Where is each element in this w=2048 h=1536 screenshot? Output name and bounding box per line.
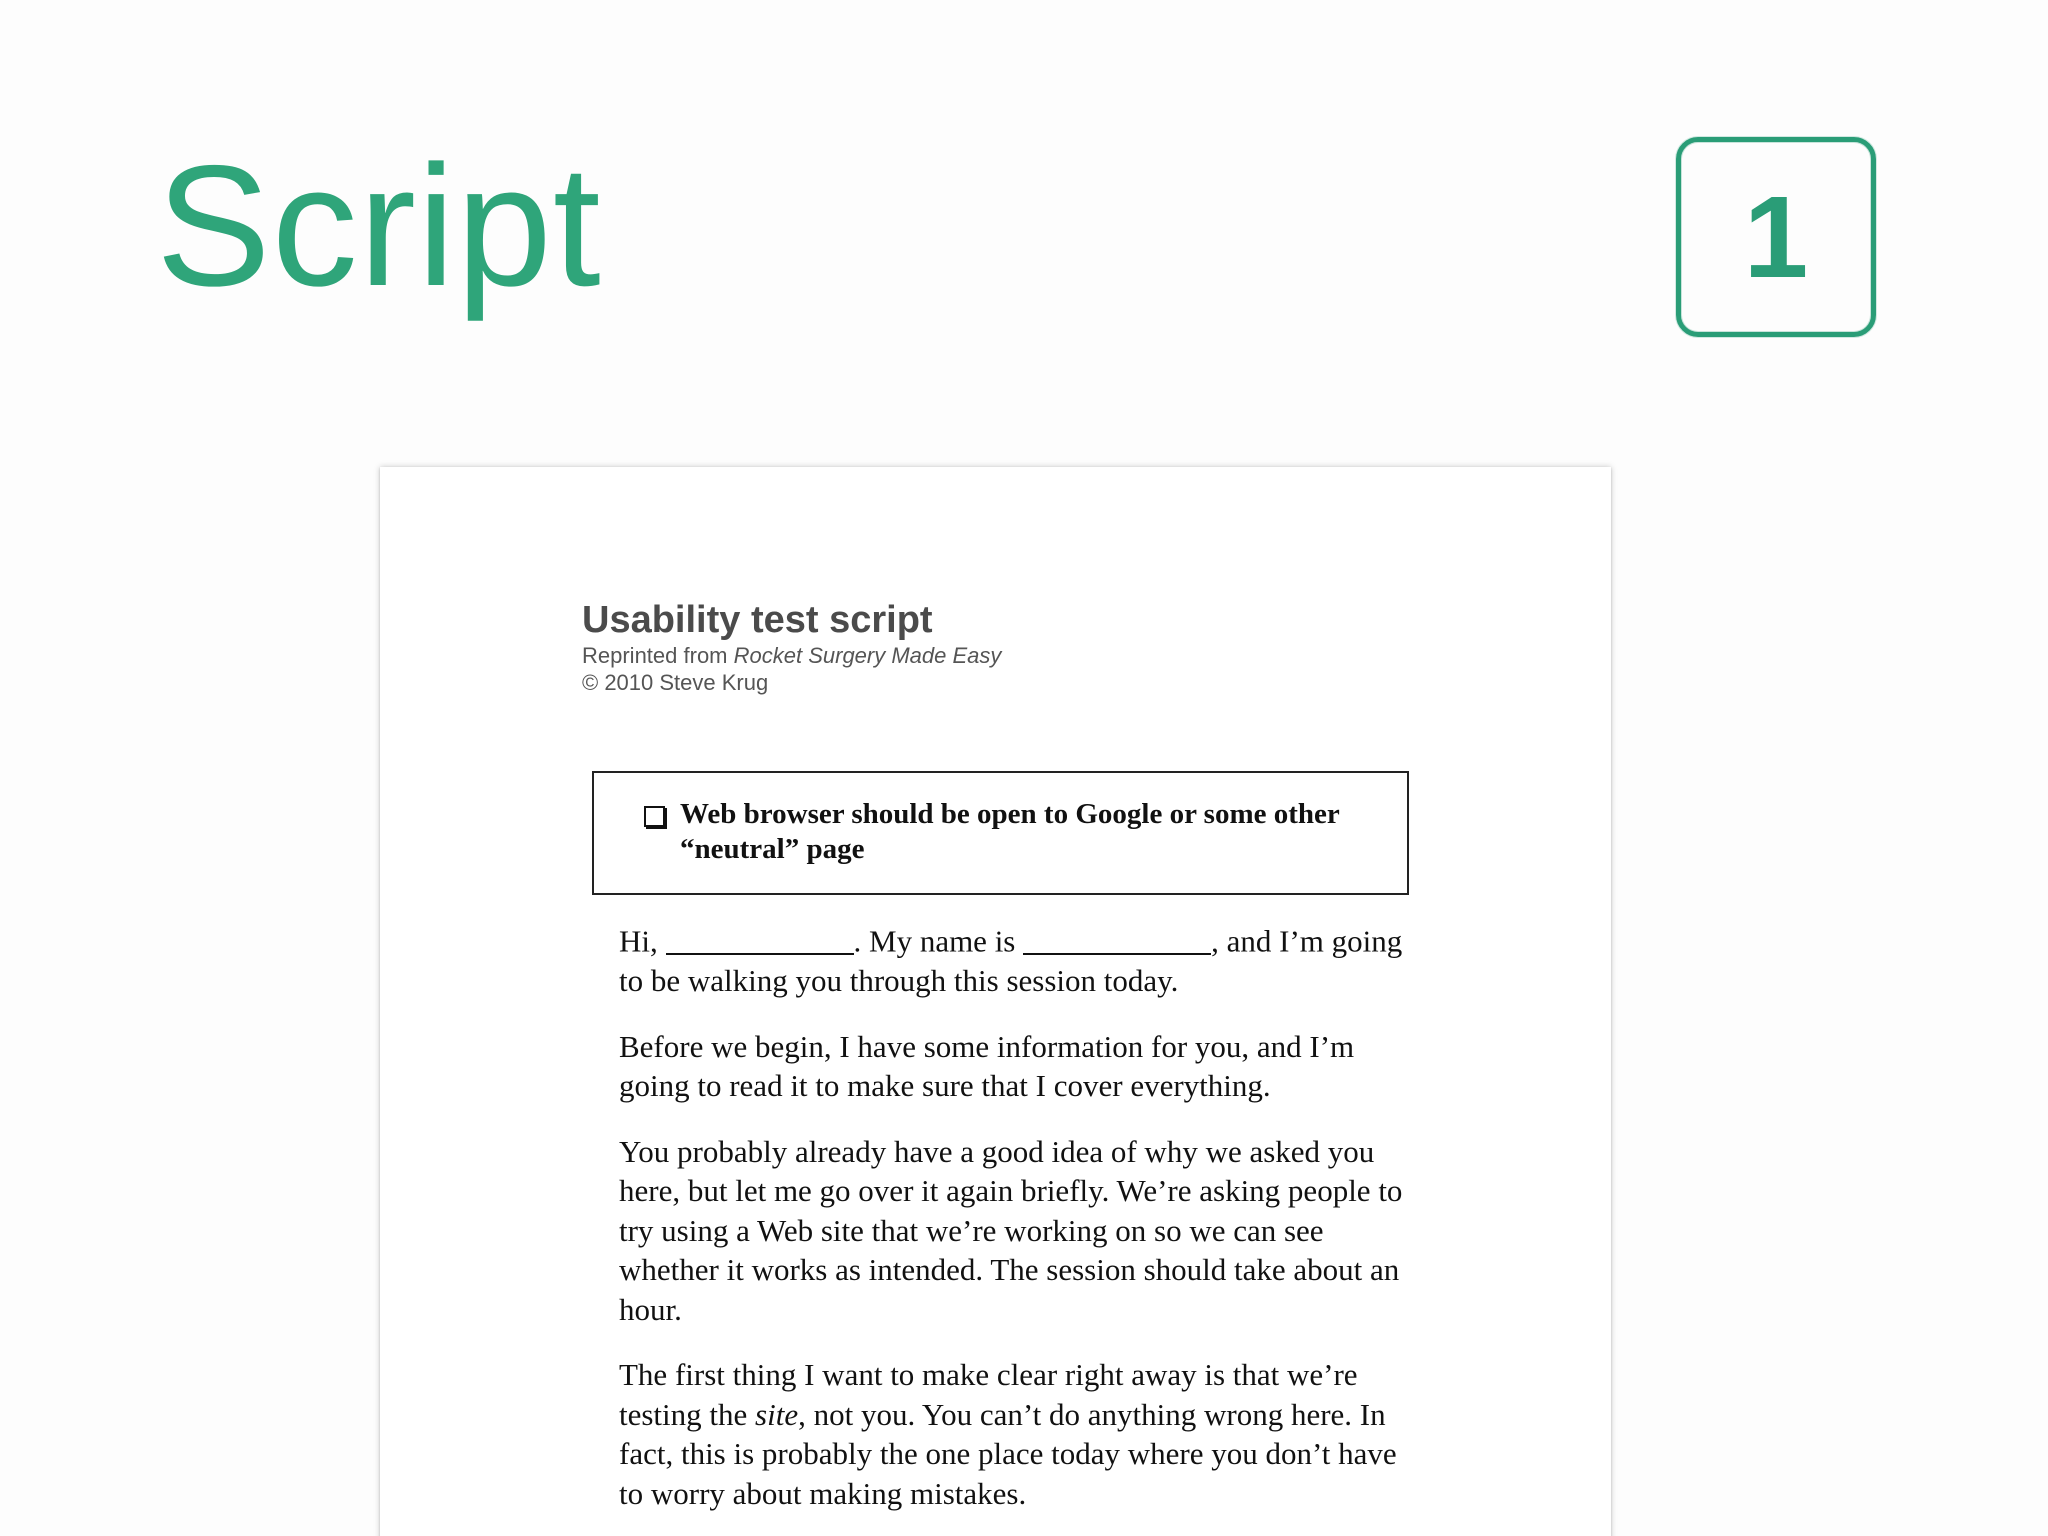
paragraph-purpose: You probably already have a good idea of why we asked you here, but let me go over it again briefly. We’re asking people to try using a Web site that we’re working on so we can see whether it works as intended. The session should take about an hour. bbox=[619, 1133, 1403, 1327]
paragraph-testing-site-start: The first thing I want to make clear right away is that we’re testing the bbox=[619, 1357, 1358, 1432]
script-body bbox=[619, 920, 1419, 1536]
intro-name-lead: . My name is bbox=[853, 923, 1016, 959]
document-heading: Usability test script bbox=[582, 599, 933, 641]
paragraph-information: Before we begin, I have some information for you, and I’m going to read it to make sure that I cover everything. bbox=[619, 1028, 1355, 1104]
intro-greeting: Hi, bbox=[619, 923, 658, 959]
facilitator-name-blank bbox=[1023, 920, 1211, 955]
paragraph-testing-site-end: , not you. You can’t do anything wrong here. In fact, this is probably the one place today where you don’t have to worry about making mistakes. bbox=[619, 1396, 1397, 1511]
checkbox-icon bbox=[644, 806, 665, 827]
source-prefix: Reprinted from bbox=[582, 643, 734, 668]
step-number-badge bbox=[1676, 137, 1876, 337]
slide-title: Script bbox=[156, 130, 602, 322]
document-source bbox=[582, 643, 1001, 669]
document-copyright: © 2010 Steve Krug bbox=[582, 670, 769, 695]
step-number: 1 bbox=[1743, 172, 1809, 302]
intro-rest: , and I’m going to be walking you through this session today. bbox=[619, 923, 1403, 999]
paragraph-testing-site bbox=[619, 1355, 1419, 1513]
emphasis-site: site bbox=[755, 1396, 799, 1432]
source-book-title: Rocket Surgery Made Easy bbox=[733, 643, 1002, 668]
participant-name-blank bbox=[666, 920, 854, 955]
preparation-checklist-box bbox=[592, 771, 1409, 895]
checklist-item-text: Web browser should be open to Google or some other “neutral” page bbox=[680, 798, 1340, 865]
document-page bbox=[380, 467, 1611, 1536]
intro-paragraph bbox=[619, 920, 1419, 1001]
